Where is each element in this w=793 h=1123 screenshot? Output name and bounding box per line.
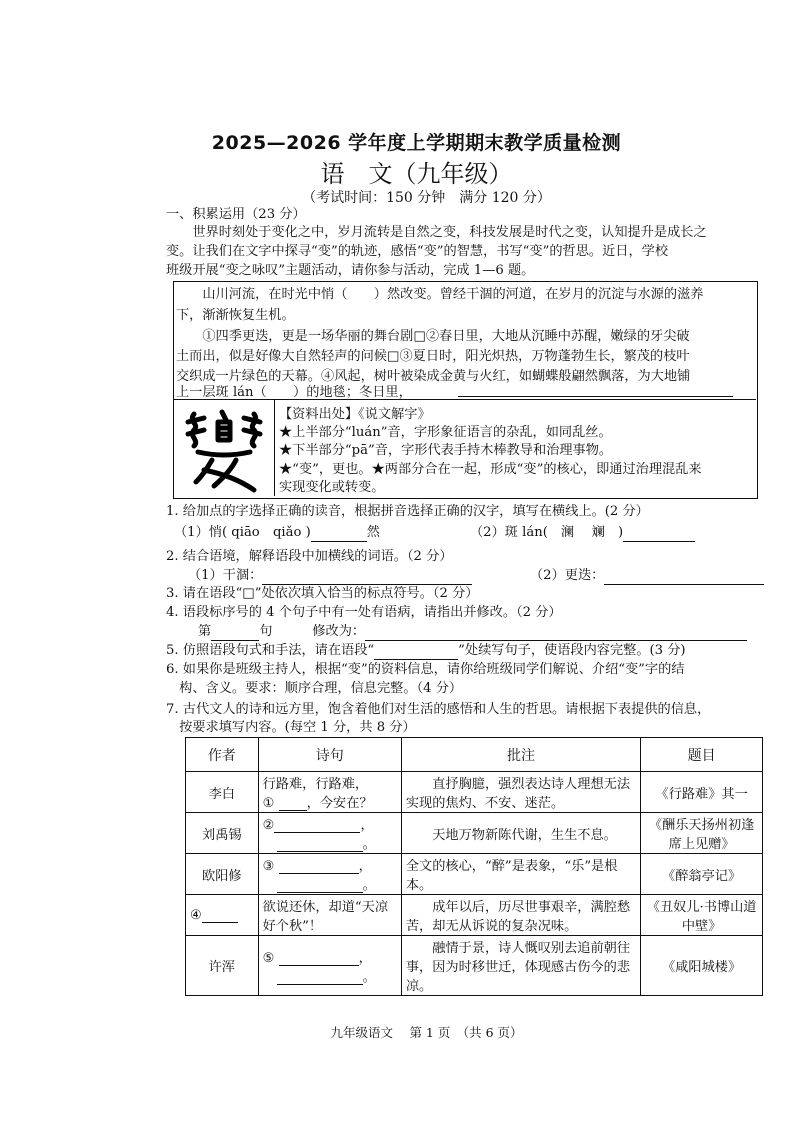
answer-4-revision-blank[interactable] — [365, 640, 747, 641]
answer-1b-blank[interactable] — [623, 541, 695, 542]
question-1b — [470, 524, 695, 542]
cell-note: 直抒胸臆，强烈表达诗人理想无法实现的焦灼、不安、迷茫。 — [401, 772, 640, 813]
info-line-1: ★上半部分“luán”音，字形象征语言的杂乱，如同乱丝。 — [279, 425, 612, 440]
question-1b-label: （2）斑 lán( 澜 斓 ) — [470, 525, 624, 540]
question-4: 4. 语段标序号的 4 个句子中有一处有语病，请指出并修改。（2 分） — [166, 605, 562, 620]
cell-title: 《咸阳城楼》 — [641, 936, 763, 996]
passage-blank[interactable] — [458, 396, 733, 397]
passage-line-4: 土而出，似是好像大自然轻声的问候□③夏日时，阳光炽热，万物蓬勃生长，繁茂的枝叶 — [176, 349, 690, 364]
question-7-line-2: 按要求填写内容。(每空 1 分，共 8 分） — [166, 720, 416, 735]
question-2b — [530, 567, 764, 585]
cell-author — [186, 895, 259, 936]
info-source: 【资料出处】《说文解字》 — [279, 407, 431, 422]
table-row — [186, 854, 763, 895]
question-2a — [188, 567, 472, 585]
punct: ， — [358, 950, 372, 966]
poem-line-2 — [263, 874, 397, 893]
poem-line-2-tail: ，今安在？ — [306, 796, 373, 811]
seal-glyph-icon — [174, 400, 274, 496]
question-6-line-2: 构、含义。要求：顺序合理，信息完整。（4 分） — [166, 681, 463, 696]
table-row — [186, 895, 763, 936]
col-header-line: 诗句 — [258, 738, 401, 772]
subject-title: 语 文（九年级） — [320, 160, 513, 188]
passage-line-2: 下，渐渐恢复生机。 — [176, 308, 295, 323]
intro-line-1: 世界时刻处于变化之中，岁月流转是自然之变，科技发展是时代之变，认知提升是成长之 — [166, 225, 707, 240]
passage-line-5: 交织成一片绿色的天幕。④风起，树叶被染成金黄与火红，如蝴蝶般翩然飘落，为大地铺 — [176, 369, 691, 384]
question-4-label-a: 第 — [198, 624, 212, 639]
answer-1a-blank[interactable] — [311, 541, 367, 542]
poem-line-1 — [263, 855, 397, 874]
punct: ， — [358, 859, 372, 874]
answer-blank-2b[interactable] — [277, 851, 363, 852]
poem-line-1 — [263, 814, 397, 833]
cell-poem-line — [258, 813, 401, 854]
cell-title: 《醉翁亭记》 — [641, 854, 763, 895]
answer-blank-1[interactable] — [279, 810, 307, 811]
question-4-label-c: 修改为： — [312, 624, 366, 639]
table-row — [186, 772, 763, 813]
question-5 — [166, 642, 686, 660]
question-1: 1. 给加点的字选择正确的读音，根据拼音选择正确的汉字，填写在横线上。(2 分） — [166, 504, 649, 519]
answer-4-sentence-blank[interactable] — [211, 640, 259, 641]
cell-poem-line — [258, 772, 401, 813]
info-line-2: ★下半部分“pā”音，字形代表手持木棒教导和治理事物。 — [279, 443, 613, 458]
blank-marker: ④ — [190, 907, 202, 923]
answer-5-blank[interactable] — [374, 659, 458, 660]
table-row — [186, 813, 763, 854]
cell-poem-line — [258, 936, 401, 996]
question-1a-tail: 然 — [366, 525, 380, 540]
question-5-post: ”处续写句子，使语段内容完整。(3 分) — [458, 643, 686, 658]
blank-marker: ② — [262, 818, 275, 833]
punct: 。 — [362, 837, 376, 852]
question-1a-label: （1）悄( qiāo qiǎo ) — [174, 525, 311, 540]
cell-title: 《行路难》其一 — [641, 772, 763, 813]
question-6-line-1: 6. 如果你是班级主持人，根据“变”的资料信息，请你给班级同学们解说、介绍“变”字的结 — [166, 662, 685, 677]
table-row — [186, 936, 763, 996]
cell-author: 欧阳修 — [186, 854, 259, 895]
cell-title: 《酬乐天扬州初逢席上见赠》 — [641, 813, 763, 854]
intro-line-2: 变。让我们在文字中探寻“变”的轨迹，感悟“变”的智慧，书写“变”的哲思。近日，学校 — [166, 244, 669, 259]
passage-line-3: ①四季更迭，更是一场华丽的舞台剧□②春日里，大地从沉睡中苏醒，嫩绿的牙尖破 — [176, 329, 690, 344]
poem-line-2 — [263, 792, 397, 811]
answer-2b-blank[interactable] — [604, 584, 764, 585]
col-header-author: 作者 — [186, 738, 259, 772]
question-4-label-b: 句 — [259, 624, 273, 639]
seal-script-character — [174, 400, 275, 496]
exam-title: 2025—2026 学年度上学期期末教学质量检测 — [211, 132, 622, 154]
cell-note: 融情于景，诗人慨叹别去追前朝往事，因为时移世迁，体现感古伤今的悲凉。 — [401, 936, 640, 996]
question-1a — [174, 524, 380, 542]
section-heading: 一、积累运用（23 分） — [166, 207, 306, 222]
punct: 。 — [362, 969, 376, 985]
passage-line-6: 上一层斑 lán（ ）的地毯；冬日里， — [176, 385, 412, 400]
page-footer: 九年级语文 第 1 页 （共 6 页） — [330, 1025, 523, 1040]
question-7-line-1: 7. 古代文人的诗和远方里，饱含着他们对生活的感悟和人生的哲思。请根据下表提供的信息， — [166, 702, 711, 717]
question-2b-label: （2）更迭： — [530, 568, 605, 583]
poem-line-1: 行路难，行路难， — [262, 777, 369, 792]
answer-blank-4[interactable] — [202, 922, 238, 923]
question-5-pre: 5. 仿照语段句式和手法，请在语段“ — [166, 643, 375, 658]
answer-blank-5b[interactable] — [277, 984, 363, 985]
punct: ， — [360, 818, 374, 833]
blank-marker: ① — [262, 796, 275, 811]
info-line-4: 实现变化或转变。 — [279, 480, 385, 495]
poem-line-2 — [263, 833, 397, 852]
question-2a-label: （1）干涸： — [188, 568, 263, 583]
punct: 。 — [362, 878, 376, 893]
intro-line-3: 班级开展“变之咏叹”主题活动，请你参与活动，完成 1—6 题。 — [166, 263, 535, 278]
cell-note: 成年以后，历尽世事艰辛，满腔愁苦，却无从诉说的复杂况味。 — [401, 895, 640, 936]
question-2: 2. 结合语境，解释语段中加横线的词语。（2 分） — [166, 549, 453, 564]
cell-poem-line — [258, 854, 401, 895]
cell-author: 许浑 — [186, 936, 259, 996]
table-header-row — [186, 738, 763, 772]
blank-marker: ③ — [262, 859, 275, 874]
cell-note: 全文的核心，“醉”是表象，“乐”是根本。 — [401, 854, 640, 895]
cell-author: 李白 — [186, 772, 259, 813]
passage-line-1: 山川河流，在时光中悄（ ）然改变。曾经干涸的河道，在岁月的沉淀与水源的滋养 — [176, 287, 704, 302]
col-header-title: 题目 — [641, 738, 763, 772]
poem-table — [185, 737, 763, 996]
cell-title: 《丑奴儿·书博山道中壁》 — [641, 895, 763, 936]
col-header-note: 批注 — [401, 738, 640, 772]
question-4-answer — [198, 623, 747, 641]
poem-line-1 — [263, 947, 397, 966]
cell-author: 刘禹锡 — [186, 813, 259, 854]
question-3: 3. 请在语段“□”处依次填入恰当的标点符号。（2 分） — [166, 586, 479, 601]
info-line-3: ★“变”，更也。★两部分合在一起，形成“变”的核心，即通过治理混乱来 — [279, 462, 702, 477]
answer-blank-3b[interactable] — [277, 892, 363, 893]
blank-marker: ⑤ — [262, 950, 275, 966]
poem-line-2 — [263, 966, 397, 985]
cell-poem-line: 欲说还休，却道“天凉好个秋”！ — [258, 895, 401, 936]
cell-note: 天地万物新陈代谢，生生不息。 — [401, 813, 640, 854]
exam-info: （考试时间：150 分钟 满分 120 分） — [302, 190, 551, 206]
